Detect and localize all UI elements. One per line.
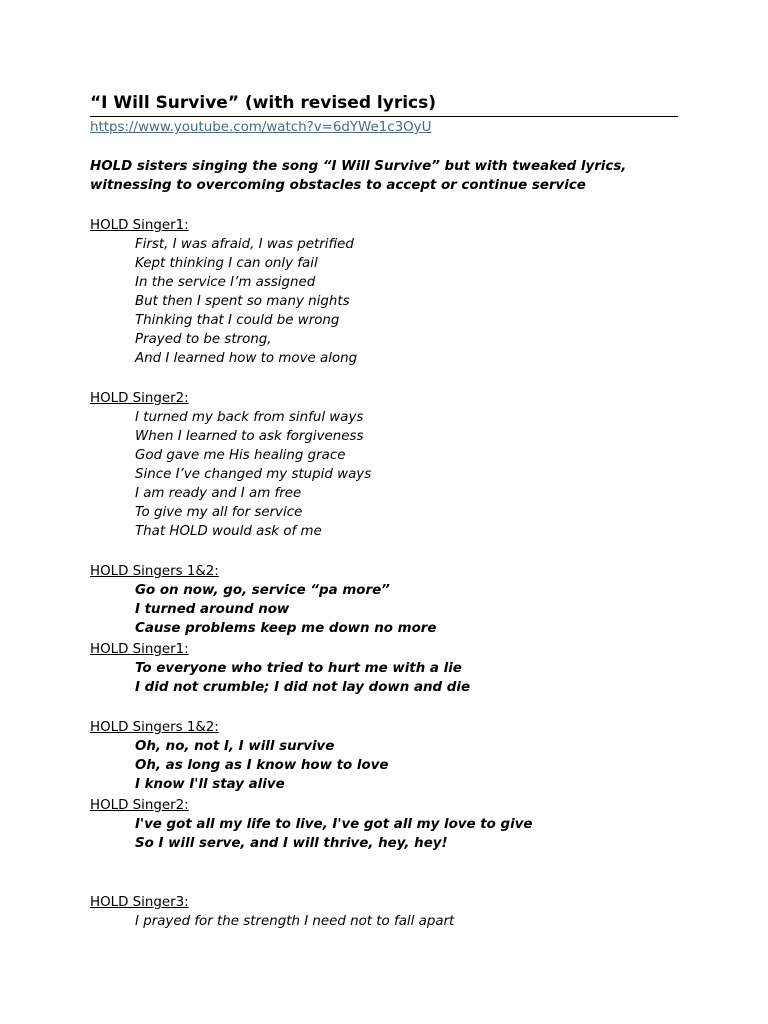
spacer (90, 195, 678, 214)
lyric-line: When I learned to ask forgiveness (135, 429, 364, 444)
lyrics-section (90, 794, 678, 853)
spacer (90, 853, 678, 891)
section-label: HOLD Singers 1&2: (90, 720, 219, 735)
document-page (90, 92, 678, 931)
intro-line: HOLD sisters singing the song “I Will Survive” but with tweaked lyrics, (90, 159, 627, 174)
lyric-line: Thinking that I could be wrong (135, 313, 340, 328)
lyric-line: But then I spent so many nights (135, 294, 350, 309)
lyric-line: First, I was afraid, I was petrified (135, 237, 354, 252)
lyric-lines (90, 235, 678, 368)
lyric-line: That HOLD would ask of me (135, 524, 322, 539)
lyric-line: I've got all my life to live, I've got all my love to give (135, 817, 533, 832)
lyric-lines (90, 815, 678, 853)
lyric-line: I did not crumble; I did not lay down and die (135, 680, 471, 695)
lyric-line: To give my all for service (135, 505, 303, 520)
lyric-line: Go on now, go, service “pa more” (135, 583, 390, 598)
lyric-line: I know I'll stay alive (135, 777, 285, 792)
lyrics-section (90, 638, 678, 697)
lyric-line: And I learned how to move along (135, 351, 358, 366)
spacer (90, 697, 678, 716)
lyric-line: Kept thinking I can only fail (135, 256, 318, 271)
section-label: HOLD Singer3: (90, 895, 189, 910)
lyrics-section (90, 560, 678, 638)
lyrics-section (90, 716, 678, 794)
spacer (90, 368, 678, 387)
lyric-line: Cause problems keep me down no more (135, 621, 437, 636)
spacer (90, 541, 678, 560)
lyric-line: I turned my back from sinful ways (135, 410, 364, 425)
lyric-lines (90, 659, 678, 697)
lyric-line: Oh, no, not I, I will survive (135, 739, 335, 754)
lyric-lines (90, 737, 678, 794)
lyric-line: So I will serve, and I will thrive, hey, hey! (135, 836, 448, 851)
section-label: HOLD Singer2: (90, 798, 189, 813)
lyric-line: Oh, as long as I know how to love (135, 758, 389, 773)
lyric-line: I prayed for the strength I need not to fall apart (135, 914, 455, 929)
intro-line: witnessing to overcoming obstacles to accept or continue service (90, 178, 586, 193)
lyric-line: Prayed to be strong, (135, 332, 272, 347)
lyrics-section (90, 387, 678, 541)
section-label: HOLD Singer1: (90, 642, 189, 657)
section-label: HOLD Singer1: (90, 218, 189, 233)
lyric-line: In the service I’m assigned (135, 275, 316, 290)
lyric-lines (90, 912, 678, 931)
intro-paragraph (90, 157, 678, 195)
section-label: HOLD Singers 1&2: (90, 564, 219, 579)
lyric-line: Since I’ve changed my stupid ways (135, 467, 372, 482)
lyric-line: God gave me His healing grace (135, 448, 346, 463)
lyric-lines (90, 408, 678, 541)
section-label: HOLD Singer2: (90, 391, 189, 406)
lyrics-section (90, 891, 678, 931)
document-title: “I Will Survive” (with revised lyrics) (90, 92, 678, 117)
lyric-line: To everyone who tried to hurt me with a lie (135, 661, 462, 676)
lyric-line: I am ready and I am free (135, 486, 302, 501)
lyric-lines (90, 581, 678, 638)
lyrics-section (90, 214, 678, 368)
lyric-line: I turned around now (135, 602, 290, 617)
youtube-link[interactable]: https://www.youtube.com/watch?v=6dYWe1c3OyU (90, 120, 432, 135)
